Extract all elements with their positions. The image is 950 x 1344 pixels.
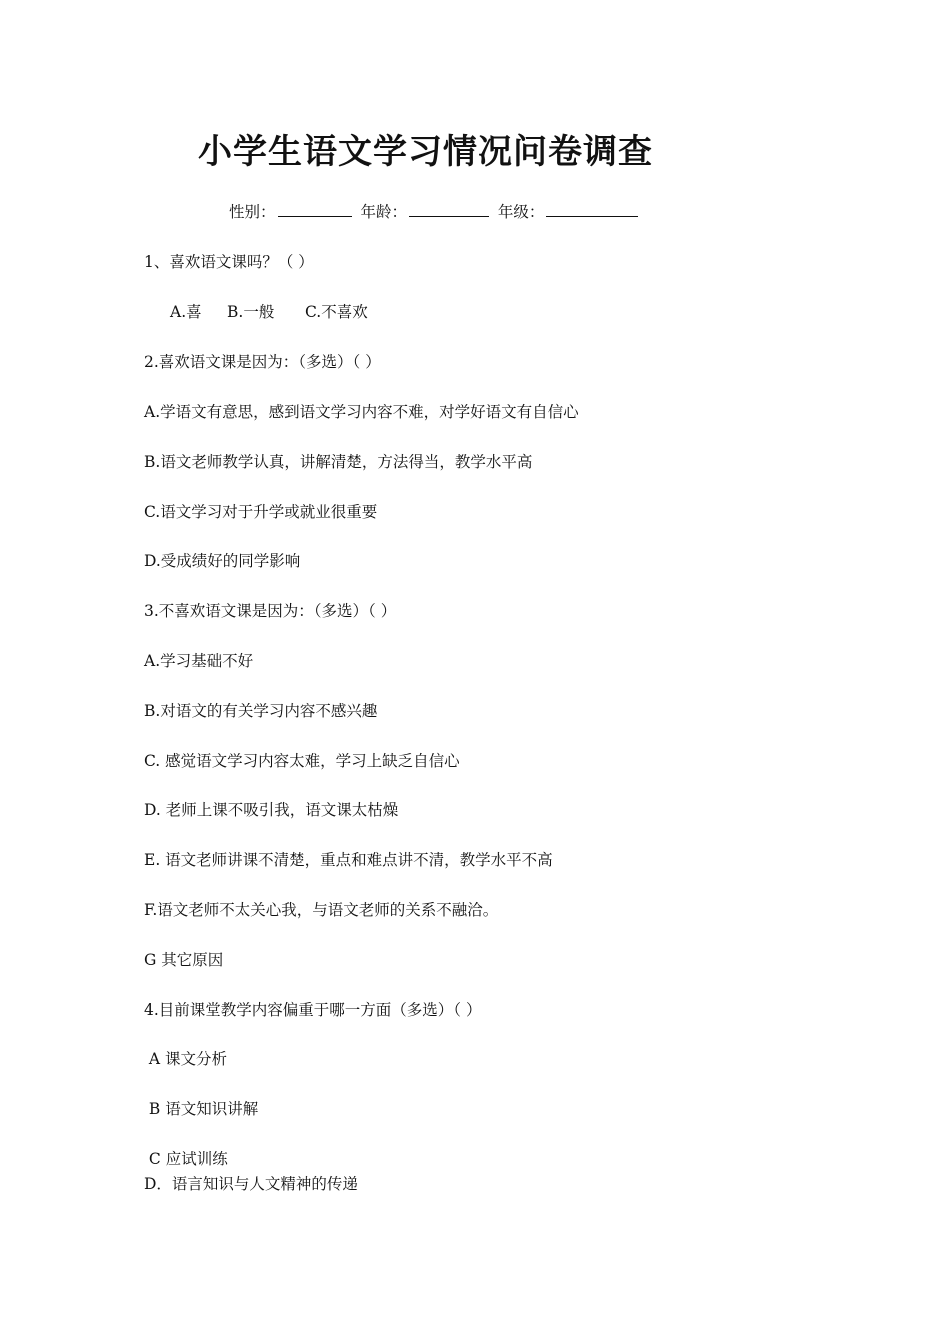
question-1: 1、喜欢语文课吗？（ ） [144, 253, 314, 271]
q4-option-b[interactable]: B 语文知识讲解 [144, 1100, 259, 1118]
q1-option-a[interactable]: A.喜 [170, 303, 202, 321]
q1-option-b[interactable]: B.一般 [227, 303, 275, 321]
q4-option-c[interactable]: C 应试训练 [144, 1150, 228, 1168]
q4-option-a[interactable]: A 课文分析 [144, 1050, 228, 1068]
q3-option-e[interactable]: E. 语文老师讲课不清楚，重点和难点讲不清，教学水平不高 [144, 851, 553, 869]
grade-blank[interactable] [546, 202, 638, 217]
question-3: 3.不喜欢语文课是因为：（多选）（ ） [144, 602, 397, 620]
q3-option-f[interactable]: F.语文老师不太关心我，与语文老师的关系不融洽。 [144, 901, 499, 919]
gender-label: 性别： [229, 203, 276, 221]
q3-option-c[interactable]: C. 感觉语文学习内容太难，学习上缺乏自信心 [144, 752, 460, 770]
age-label: 年龄： [360, 203, 407, 221]
q1-option-c[interactable]: C.不喜欢 [305, 303, 368, 321]
q2-option-b[interactable]: B.语文老师教学认真，讲解清楚，方法得当，教学水平高 [144, 453, 533, 471]
age-blank[interactable] [409, 202, 489, 217]
document-title: 小学生语文学习情况问卷调查 [198, 132, 653, 172]
grade-label: 年级： [497, 203, 545, 221]
q2-option-c[interactable]: C.语文学习对于升学或就业很重要 [144, 503, 378, 521]
q3-option-d[interactable]: D. 老师上课不吸引我，语文课太枯燥 [144, 801, 399, 819]
q3-option-b[interactable]: B.对语文的有关学习内容不感兴趣 [144, 702, 378, 720]
q3-option-g[interactable]: G 其它原因 [144, 951, 224, 969]
q2-option-a[interactable]: A.学语文有意思，感到语文学习内容不难，对学好语文有自信心 [144, 403, 579, 421]
gender-blank[interactable] [278, 202, 352, 217]
respondent-info-line [229, 200, 642, 222]
q4-option-d[interactable]: D．语言知识与人文精神的传递 [144, 1175, 358, 1193]
q2-option-d[interactable]: D.受成绩好的同学影响 [144, 552, 301, 570]
question-2: 2.喜欢语文课是因为：（多选）（ ） [144, 353, 381, 371]
question-4: 4.目前课堂教学内容偏重于哪一方面（多选）（ ） [144, 1001, 482, 1019]
q3-option-a[interactable]: A.学习基础不好 [144, 652, 254, 670]
question-1-options [170, 300, 368, 322]
